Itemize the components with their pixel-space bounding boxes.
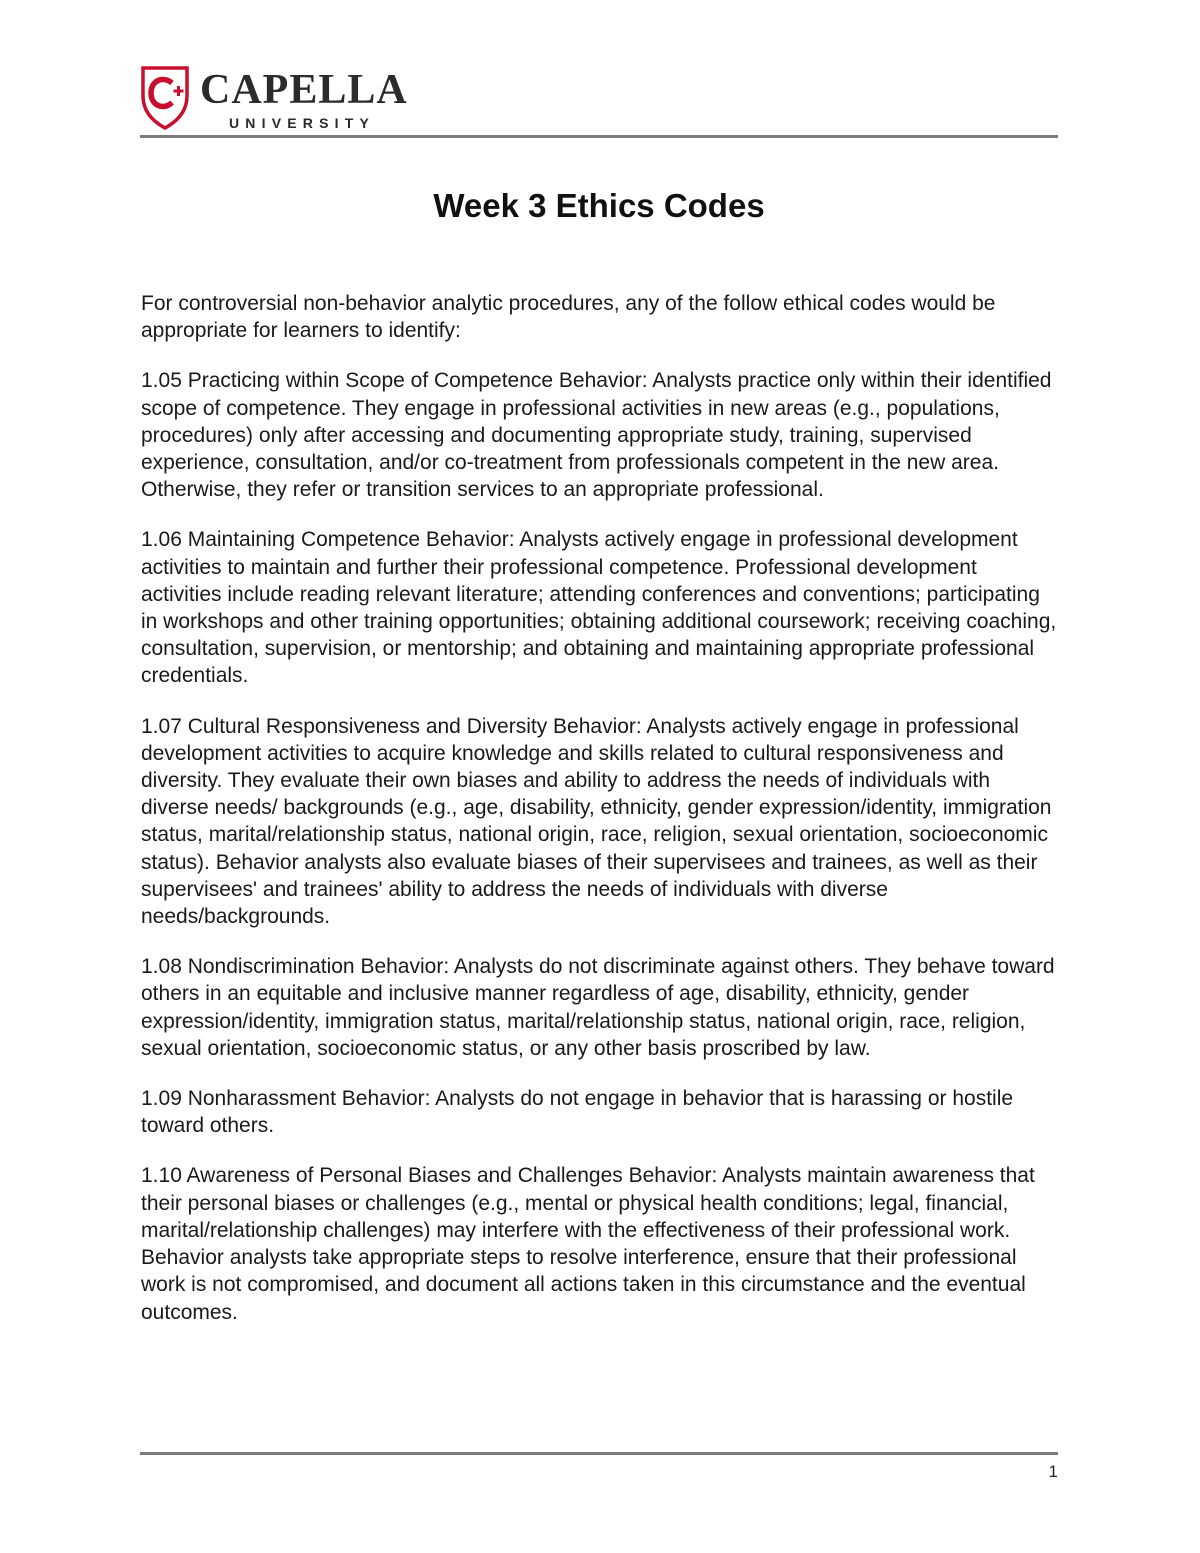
logo-name: CAPELLA xyxy=(200,67,408,113)
document-title: Week 3 Ethics Codes xyxy=(433,187,765,224)
logo-wordmark xyxy=(200,66,408,130)
code-1-06-paragraph: 1.06 Maintaining Competence Behavior: Analysts actively engage in professional development activities to maintain and further their professional competence. Professional development activities include reading relevant literature; attending conferences and conventions; participating in workshops and other training opportunities; obtaining additional coursework; receiving coaching, consultation, supervision, or mentorship; and obtaining and maintaining appropriate professional credentials. xyxy=(141,528,1057,688)
intro-paragraph: For controversial non-behavior analytic procedures, any of the follow ethical codes would be appropriate for learners to identify: xyxy=(141,292,996,343)
capella-shield-icon xyxy=(140,66,190,130)
footer-divider xyxy=(140,1452,1058,1455)
code-1-09-paragraph: 1.09 Nonharassment Behavior: Analysts do not engage in behavior that is harassing or hostile toward others. xyxy=(141,1087,1014,1138)
page-number: 1 xyxy=(1048,1462,1058,1481)
document-body xyxy=(141,290,1059,1349)
capella-logo xyxy=(140,66,408,132)
code-1-07-paragraph: 1.07 Cultural Responsiveness and Diversity Behavior: Analysts actively engage in professional development activities to acquire knowledge and skills related to cultural responsiveness and diversity. They evaluate their own biases and ability to address the needs of individuals with diverse needs/ backgrounds (e.g., age, disability, ethnicity, gender expression/identity, immigration status, marital/relationship status, national origin, race, religion, sexual orientation, socioeconomic status). Behavior analysts also evaluate biases of their supervisees and trainees, as well as their supervisees' and trainees' ability to address the needs of individuals with diverse needs/backgrounds. xyxy=(141,714,1052,929)
header-divider xyxy=(140,135,1058,138)
code-1-08-paragraph: 1.08 Nondiscrimination Behavior: Analysts do not discriminate against others. They behave toward others in an equitable and inclusive manner regardless of age, disability, ethnicity, gender expression/identity, immigration status, marital/relationship status, national origin, race, religion, sexual orientation, socioeconomic status, or any other basis proscribed by law. xyxy=(141,955,1055,1060)
code-1-10-paragraph: 1.10 Awareness of Personal Biases and Challenges Behavior: Analysts maintain awareness that their personal biases or challenges (e.g., mental or physical health conditions; legal, financial, marital/relationship challenges) may interfere with the effectiveness of their professional work. Behavior analysts take appropriate steps to resolve interference, ensure that their professional work is not compromised, and document all actions taken in this circumstance and the eventual outcomes. xyxy=(141,1164,1035,1324)
code-1-05-paragraph: 1.05 Practicing within Scope of Competence Behavior: Analysts practice only within their identified scope of competence. They engage in professional activities in new areas (e.g., populations, procedures) only after accessing and documenting appropriate study, training, supervised experience, consultation, and/or co-treatment from professionals competent in the new area. Otherwise, they refer or transition services to an appropriate professional. xyxy=(141,369,1052,502)
document-header xyxy=(140,66,1058,136)
logo-subtitle: UNIVERSITY xyxy=(229,115,376,131)
